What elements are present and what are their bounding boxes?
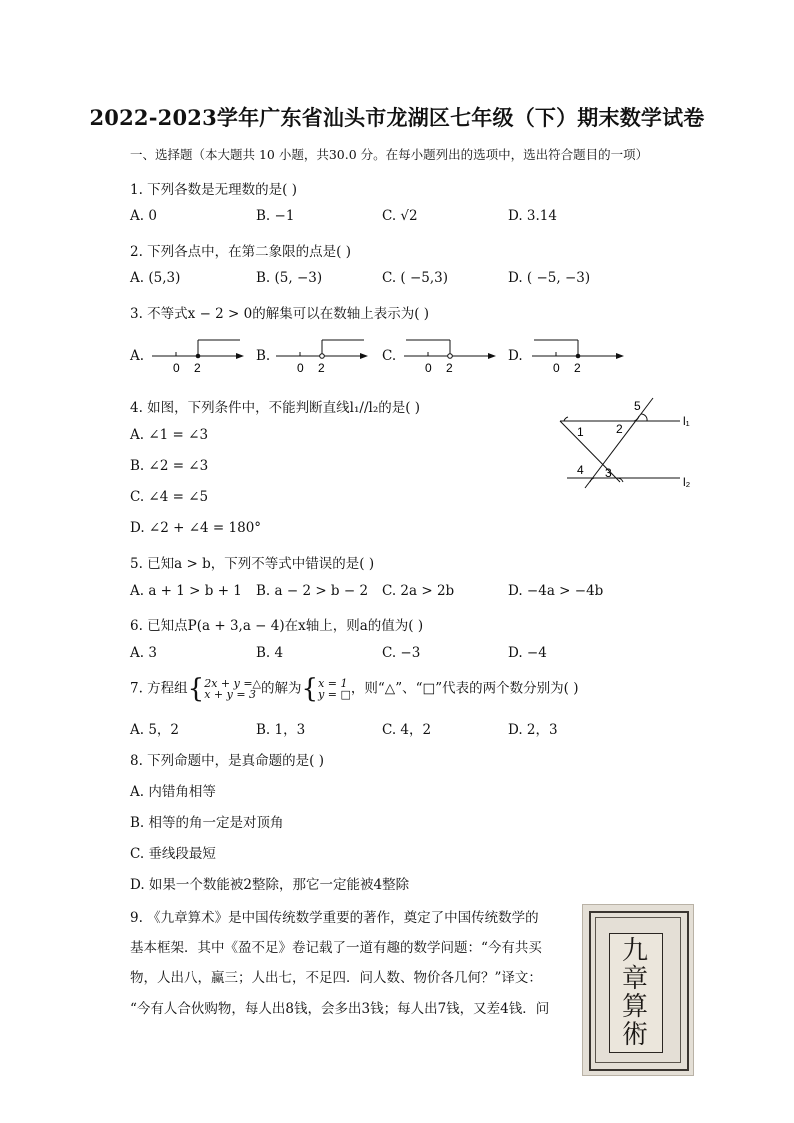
q7-option-c: C. 4，2 [382, 722, 432, 738]
q9-line-1: 9. 《九章算术》是中国传统数学重要的著作，奠定了中国传统数学的 [130, 910, 539, 926]
q2-option-d: D. ( −5, −3) [508, 270, 591, 286]
q8-option-a: A. 内错角相等 [130, 784, 216, 800]
q6-option-d: D. −4 [508, 645, 547, 661]
q3-option-c: C. [382, 348, 397, 364]
angle-4-label: 4 [577, 463, 584, 477]
q2-option-a: A. (5,3) [130, 270, 181, 286]
q7-prefix: 7. 方程组 [130, 680, 188, 697]
q7-option-d: D. 2，3 [508, 722, 558, 738]
q6-option-a: A. 3 [130, 645, 157, 661]
angle-1-label: 1 [577, 425, 584, 439]
q5-option-c: C. 2a > 2b [382, 583, 455, 599]
book-char-1: 九 [621, 936, 648, 966]
q8-option-d: D. 如果一个数能被2整除，那它一定能被4整除 [130, 877, 410, 893]
angle-3-label: 3 [605, 466, 612, 480]
book-cover-image [582, 904, 694, 1076]
angle-2-label: 2 [616, 422, 623, 436]
q8-option-c: C. 垂线段最短 [130, 846, 216, 862]
q1-option-b: B. −1 [256, 208, 295, 224]
tick-2: 2 [194, 361, 201, 375]
q3-option-b: B. [256, 348, 271, 364]
question-5-stem: 5. 已知a > b，下列不等式中错误的是( ) [130, 556, 375, 572]
q1-option-d: D. 3.14 [508, 208, 557, 224]
question-6-stem: 6. 已知点P(a + 3,a − 4)在x轴上，则a的值为( ) [130, 618, 424, 634]
q2-option-c: C. ( −5,3) [382, 270, 449, 286]
q9-line-4: “今有人合伙购物，每人出8钱，会多出3钱；每人出7钱，又差4钱．问 [130, 1001, 550, 1017]
q2-option-b: B. (5, −3) [256, 270, 323, 286]
q7-mid: 的解为 [261, 680, 302, 697]
book-char-4: 術 [621, 1020, 648, 1050]
number-line-c [400, 336, 500, 376]
q7-suffix: ，则“△”、“□”代表的两个数分别为( ) [350, 680, 579, 697]
q3-option-a: A. [130, 348, 145, 364]
q7-system-1: 2x + y =△ x + y = 3 [204, 677, 262, 701]
question-8-stem: 8. 下列命题中，是真命题的是( ) [130, 753, 324, 769]
q6-option-b: B. 4 [256, 645, 284, 661]
q1-option-c: C. √2 [382, 208, 418, 224]
tick-0: 0 [173, 361, 180, 375]
q7-system-2: x = 1 y = □ [318, 677, 351, 701]
number-line-b [272, 336, 372, 376]
q9-line-3: 物，人出八，赢三；人出七，不足四．问人数、物价各几何？”译文： [130, 970, 542, 986]
q8-option-b: B. 相等的角一定是对顶角 [130, 815, 284, 831]
q1-option-a: A. 0 [130, 208, 157, 224]
question-7-stem: 7. 方程组{2x + y =△ x + y = 3 的解为{x = 1 y = □，则“△”、“□”代表的两个数分别为( ) [130, 674, 579, 704]
book-char-2: 章 [621, 964, 648, 994]
parallel-lines-figure [555, 396, 700, 496]
q7-option-b: B. 1，3 [256, 722, 306, 738]
tick-2: 2 [574, 361, 581, 375]
question-3-stem: 3. 不等式x − 2 > 0的解集可以在数轴上表示为( ) [130, 306, 430, 322]
page-title: 2022-2023学年广东省汕头市龙湖区七年级（下）期末数学试卷 [89, 105, 705, 130]
q5-option-a: A. a + 1 > b + 1 [130, 583, 242, 599]
q6-option-c: C. −3 [382, 645, 421, 661]
q9-line-2: 基本框架．其中《盈不足》卷记载了一道有趣的数学问题：“今有共买 [130, 940, 542, 956]
q5-option-d: D. −4a > −4b [508, 583, 604, 599]
q4-option-b: B. ∠2 = ∠3 [130, 458, 209, 474]
q3-option-d: D. [508, 348, 523, 364]
question-1-stem: 1. 下列各数是无理数的是( ) [130, 182, 297, 198]
tick-0: 0 [425, 361, 432, 375]
book-char-3: 算 [621, 992, 648, 1022]
label-l2: l₂ [683, 475, 691, 489]
angle-5-label: 5 [634, 399, 641, 413]
question-2-stem: 2. 下列各点中，在第二象限的点是( ) [130, 244, 351, 260]
tick-0: 0 [553, 361, 560, 375]
tick-2: 2 [318, 361, 325, 375]
section-heading: 一、选择题（本大题共 10 小题，共30.0 分。在每小题列出的选项中，选出符合题目的一项） [130, 147, 649, 162]
q4-option-c: C. ∠4 = ∠5 [130, 489, 209, 505]
q4-option-d: D. ∠2 + ∠4 = 180° [130, 520, 262, 536]
label-l1: l₁ [683, 414, 690, 428]
q7-option-a: A. 5，2 [130, 722, 180, 738]
tick-0: 0 [297, 361, 304, 375]
q5-option-b: B. a − 2 > b − 2 [256, 583, 369, 599]
q4-option-a: A. ∠1 = ∠3 [130, 427, 209, 443]
tick-2: 2 [446, 361, 453, 375]
number-line-d [528, 336, 628, 376]
question-4-stem: 4. 如图，下列条件中，不能判断直线l₁//l₂的是( ) [130, 400, 421, 416]
number-line-a [148, 336, 248, 376]
